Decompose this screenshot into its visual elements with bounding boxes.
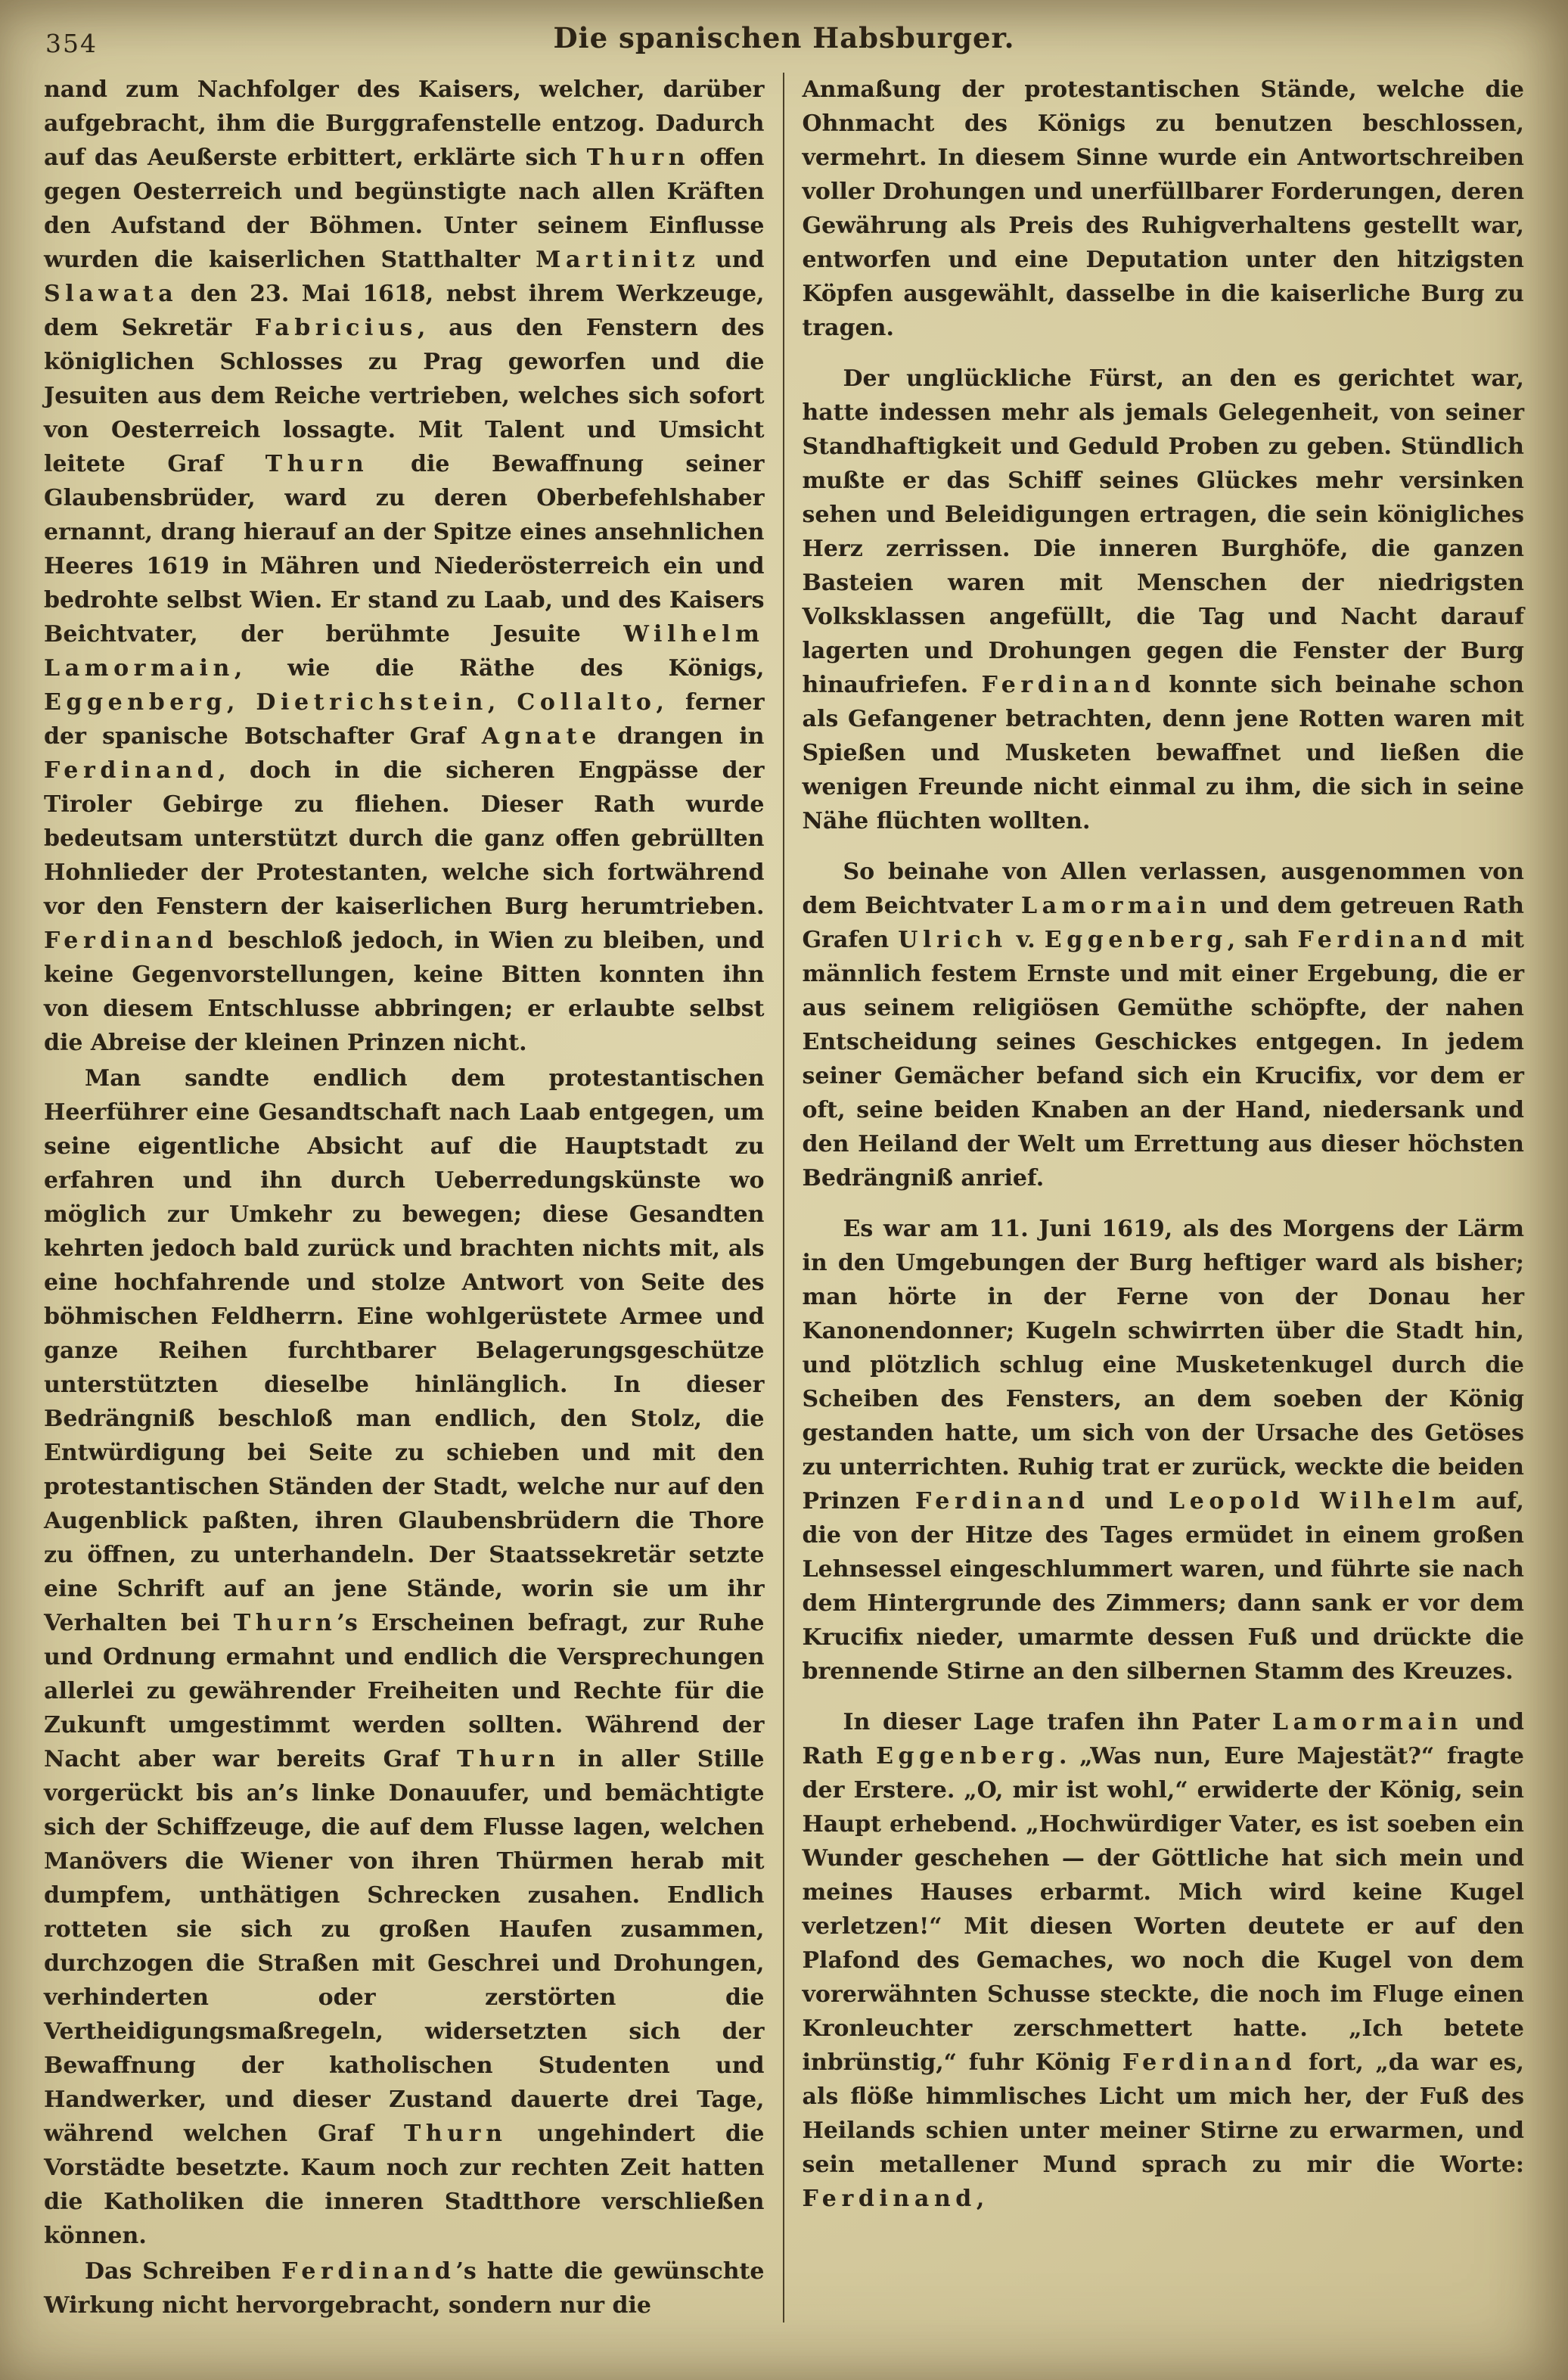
spaced-name: Thurn — [233, 1610, 337, 1636]
spaced-name: Thurn — [457, 1746, 560, 1773]
spaced-name: Leopold — [1169, 1488, 1305, 1515]
spaced-name: Ferdinand — [1297, 927, 1472, 953]
spaced-name: Dietrichstein — [256, 689, 488, 716]
spaced-name: Martinitz — [536, 247, 700, 273]
spaced-name: Agnate — [481, 723, 601, 750]
spaced-name: Slawata — [44, 281, 179, 307]
spaced-name: Ferdinand — [1122, 2049, 1297, 2076]
paragraph: Es war am 11. Juni 1619, als des Morgens der Lärm in den Umgebungen der Burg heftiger ward als bisher; man hörte in der Ferne von der Donau her Kanonendonner; Kugeln schwirrten über die Stadt hin, und plötzlich schlug eine Musketenkugel durch die Scheiben des Fensters, an dem soeben der König gestanden hatte, um sich von der Ursache des Getöses zu unterrichten. Ruhig trat er zurück, weckte die beiden Prinzen Ferdinand und Leopold Wilhelm auf, die von der Hitze des Tages ermüdet in einem großen Lehnsessel eingeschlummert waren, und führte sie nach dem Hintergrunde des Zimmers; dann sank er vor dem Krucifix nieder, umarmte dessen Fuß und drückte die brennende Stirne an den silbernen Stamm des Kreuzes. — [802, 1216, 1524, 1685]
spaced-name: Ferdinand — [281, 2258, 456, 2285]
spaced-name: Wilhelm — [1319, 1488, 1461, 1515]
paragraph: Anmaßung der protestantischen Stände, welche die Ohnmacht des Königs zu benutzen beschlossen, vermehrt. In diesem Sinne wurde ein Antwortschreiben voller Drohungen und unerfüllbarer Forderungen, deren Gewährung als Preis des Ruhigverhaltens gestellt war, entworfen und eine Deputation unter den hitzigsten Köpfen ausgewählt, dasselbe in die kaiserliche Burg zu tragen. — [802, 76, 1524, 341]
paragraph: In dieser Lage trafen ihn Pater Lamormain und Rath Eggenberg. „Was nun, Eure Majestät?“ fragte der Erstere. „O, mir ist wohl,“ erwiderte der König, sein Haupt erhebend. „Hochwürdiger Vater, es ist soeben ein Wunder geschehen — der Göttliche hat sich mein und meines Hauses erbarmt. Mich wird keine Kugel verletzen!“ Mit diesen Worten deutete er auf den Plafond des Gemaches, wo noch die Kugel von dem vorerwähnten Schusse steckte, die noch im Fluge einen Kronleuchter zerschmettert hatte. „Ich betete inbrünstig,“ fuhr König Ferdinand fort, „da war es, als flöße himmlisches Licht um mich her, der Fuß des Heilands schien unter meiner Stirne zu erwarmen, und sein metallener Mund sprach zu mir die Worte: Ferdinand, — [802, 1709, 1525, 2212]
paragraph: Man sandte endlich dem protestantischen Heerführer eine Gesandtschaft nach Laab entgegen, um seine eigentliche Absicht auf die Hauptstadt zu erfahren und ihn durch Ueberredungskünste wo möglich zur Umkehr zu bewegen; diese Gesandten kehrten jedoch bald zurück und brachten nichts mit, als eine hochfahrende und stolze Antwort von Seite des böhmischen Feldherrn. Eine wohlgerüstete Armee und ganze Reihen furchtbarer Belagerungsgeschütze unterstützten dieselbe hinlänglich. In dieser Bedrängniß beschloß man endlich, den Stolz, die Entwürdigung bei Seite zu schieben und mit den protestantischen Ständen der Stadt, welche nur auf den Augenblick paßten, ihren Glaubensbrüdern die Thore zu öffnen, zu unterhandeln. Der Staatssekretär setzte eine Schrift auf an jene Stände, worin sie um ihr Verhalten bei Thurn’s Erscheinen befragt, zur Ruhe und Ordnung ermahnt und endlich die Versprechungen allerlei zu gewährender Freiheiten und Rechte für die Zukunft umgestimmt werden sollten. Während der Nacht aber war bereits Graf Thurn in aller Stille vorgerückt bis an’s linke Donauufer, und bemächtigte sich der Schiffzeuge, die auf dem Flusse lagen, welchen Manövers die Wiener von ihren Thürmen herab mit dumpfem, unthätigen Schrecken zusahen. Endlich rotteten sie sich zu großen Haufen zusammen, durchzogen die Straßen mit Geschrei und Drohungen, verhinderten oder zerstörten die Vertheidigungsmaßregeln, widersetzten sich der Bewaffnung der katholischen Studenten und Handwerker, und dieser Zustand dauerte drei Tage, während welchen Graf Thurn ungehindert die Vorstädte besetzte. Kaum noch zur rechten Zeit hatten die Katholiken die inneren Stadtthore verschließen können. — [44, 1065, 765, 2249]
page-header — [44, 20, 1524, 64]
column-right — [784, 73, 1525, 2323]
spaced-name: Lamormain — [44, 655, 234, 682]
spaced-name: Lamormain — [1020, 893, 1212, 919]
paragraph: Der unglückliche Fürst, an den es gerichtet war, hatte indessen mehr als jemals Gelegenheit, von seiner Standhaftigkeit und Geduld Proben zu geben. Stündlich mußte er das Schiff seines Glückes mehr versinken sehen und Beleidigungen ertragen, die sein königliches Herz zerrissen. Die inneren Burghöfe, die ganzen Basteien waren mit Menschen der niedrigsten Volksklassen angefüllt, die Tag und Nacht darauf lagerten und Drohungen gegen die Fenster der Burg hinaufriefen. Ferdinand konnte sich beinahe schon als Gefangener betrachten, denn jene Rotten waren mit Spießen und Musketen bewaffnet und ließen die wenigen Freunde nicht einmal zu ihm, die sich in seine Nähe flüchten wollten. — [802, 365, 1524, 834]
spaced-name: Ferdinand — [981, 672, 1156, 698]
spaced-name: Collalto — [517, 689, 657, 716]
spaced-name: Wilhelm — [623, 621, 765, 648]
page-title: Die spanischen Habsburger. — [553, 21, 1015, 54]
page-number: 354 — [45, 29, 98, 58]
paragraph: nand zum Nachfolger des Kaisers, welcher, darüber aufgebracht, ihm die Burggrafenstelle entzog. Dadurch auf das Aeußerste erbittert, erklärte sich Thurn offen gegen Oesterreich und begünstigte nach allen Kräften den Aufstand der Böhmen. Unter seinem Einflusse wurden die kaiserlichen Statthalter Martinitz und Slawata den 23. Mai 1618, nebst ihrem Werkzeuge, dem Sekretär Fabricius, aus den Fenstern des königlichen Schlosses zu Prag geworfen und die Jesuiten aus dem Reiche vertrieben, welches sich sofort von Oesterreich lossagte. Mit Talent und Umsicht leitete Graf Thurn die Bewaffnung seiner Glaubensbrüder, ward zu deren Oberbefehlshaber ernannt, drang hierauf an der Spitze eines ansehnlichen Heeres 1619 in Mähren und Niederösterreich ein und bedrohte selbst Wien. Er stand zu Laab, und des Kaisers Beichtvater, der berühmte Jesuite Wilhelm Lamormain, wie die Räthe des Königs, Eggenberg, Dietrichstein, Collalto, ferner der spanische Botschafter Graf Agnate drangen in Ferdinand, doch in die sicheren Engpässe der Tiroler Gebirge zu fliehen. Dieser Rath wurde bedeutsam unterstützt durch die ganz offen gebrüllten Hohnlieder der Protestanten, welche sich fortwährend vor den Fenstern der kaiserlichen Burg herumtrieben. Ferdinand beschloß jedoch, in Wien zu bleiben, und keine Gegenvorstellungen, keine Bitten konnten ihn von diesem Entschlusse abbringen; er erlaubte selbst die Abreise der kleinen Prinzen nicht. — [44, 76, 765, 1056]
spaced-name: Ulrich — [898, 927, 1008, 953]
text-columns — [44, 73, 1524, 2323]
paragraph: So beinahe von Allen verlassen, ausgenommen von dem Beichtvater Lamormain und dem getreuen Rath Grafen Ulrich v. Eggenberg, sah Ferdinand mit männlich festem Ernste und mit einer Ergebung, die er aus seinem religiösen Gemüthe schöpfte, der nahen Entscheidung seines Geschickes entgegen. In jedem seiner Gemächer befand sich ein Krucifix, vor dem er oft, seine beiden Knaben an der Hand, niedersank und den Heiland der Welt um Errettung aus dieser höchsten Bedrängniß anrief. — [802, 859, 1524, 1192]
spaced-name: Fabricius — [254, 315, 418, 341]
spaced-name: Thurn — [265, 451, 369, 477]
paragraph: Das Schreiben Ferdinand’s hatte die gewünschte Wirkung nicht hervorgebracht, sondern nur die — [44, 2258, 765, 2319]
column-left — [44, 73, 784, 2323]
spaced-name: Ferdinand — [802, 2186, 977, 2212]
spaced-name: Eggenberg — [44, 689, 227, 716]
spaced-name: Thurn — [586, 144, 691, 171]
spaced-name: Ferdinand — [44, 757, 219, 784]
spaced-name: Lamormain — [1271, 1709, 1463, 1735]
spaced-name: Ferdinand — [915, 1488, 1090, 1515]
spaced-name: Eggenberg — [876, 1743, 1060, 1769]
spaced-name: Ferdinand — [44, 927, 219, 954]
spaced-name: Thurn — [403, 2121, 508, 2147]
spaced-name: Eggenberg — [1044, 927, 1228, 953]
